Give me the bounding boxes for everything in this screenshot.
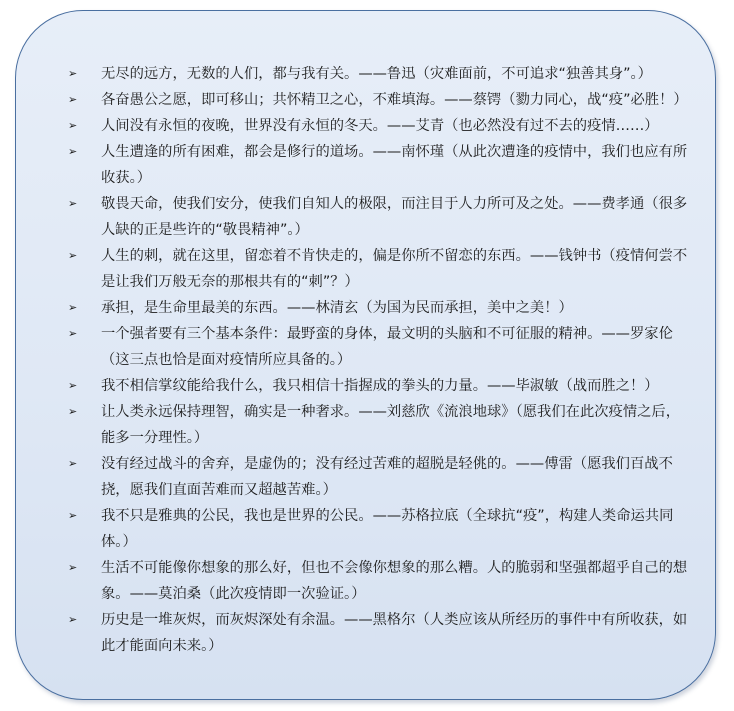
list-item <box>68 139 688 191</box>
quote-text: 我不相信掌纹能给我什么，我只相信十指握成的拳头的力量。——毕淑敏（战而胜之！） <box>101 378 659 394</box>
arrow-bullet-icon: ➢ <box>68 93 78 106</box>
arrow-bullet-icon: ➢ <box>68 145 78 158</box>
arrow-bullet-icon: ➢ <box>68 405 78 418</box>
quote-text: 没有经过战斗的舍弃，是虚伪的；没有经过苦难的超脱是轻佻的。——傅雷（愿我们百战不挠，愿我们直面苦难而又超越苦难。） <box>101 456 673 498</box>
arrow-bullet-icon: ➢ <box>68 119 78 132</box>
arrow-bullet-icon: ➢ <box>68 379 78 392</box>
list-item <box>68 295 688 321</box>
list-item <box>68 191 688 243</box>
list-item <box>68 503 688 555</box>
list-item <box>68 555 688 607</box>
quote-text: 人间没有永恒的夜晚，世界没有永恒的冬天。——艾青（也必然没有过不去的疫情……） <box>101 118 659 134</box>
quote-text: 一个强者要有三个基本条件：最野蛮的身体，最文明的头脑和不可征服的精神。——罗家伦（这三点也恰是面对疫情所应具备的。） <box>101 326 673 368</box>
arrow-bullet-icon: ➢ <box>68 249 78 262</box>
list-item <box>68 87 688 113</box>
list-item <box>68 243 688 295</box>
quote-text: 各奋愚公之愿，即可移山；共怀精卫之心，不难填海。——蔡锷（勠力同心，战“疫”必胜！） <box>101 92 688 108</box>
list-item <box>68 607 688 659</box>
quote-text: 人生遭逢的所有困难，都会是修行的道场。——南怀瑾（从此次遭逢的疫情中，我们也应有所收获。） <box>101 144 688 186</box>
arrow-bullet-icon: ➢ <box>68 197 78 210</box>
quote-text: 敬畏天命，使我们安分，使我们自知人的极限，而注目于人力所可及之处。——费孝通（很多人缺的正是些许的“敬畏精神”。） <box>101 196 688 238</box>
quote-text: 生活不可能像你想象的那么好，但也不会像你想象的那么糟。人的脆弱和坚强都超乎自己的想象。——莫泊桑（此次疫情即一次验证。） <box>101 560 688 602</box>
quote-text: 无尽的远方，无数的人们，都与我有关。——鲁迅（灾难面前，不可追求“独善其身”。） <box>101 66 652 82</box>
list-item <box>68 373 688 399</box>
arrow-bullet-icon: ➢ <box>68 613 78 626</box>
list-item <box>68 61 688 87</box>
arrow-bullet-icon: ➢ <box>68 327 78 340</box>
quote-text: 历史是一堆灰烬，而灰烬深处有余温。——黑格尔（人类应该从所经历的事件中有所收获，如此才能面向未来。） <box>101 612 688 654</box>
quote-list <box>68 61 688 659</box>
arrow-bullet-icon: ➢ <box>68 67 78 80</box>
arrow-bullet-icon: ➢ <box>68 301 78 314</box>
quote-text: 我不只是雅典的公民，我也是世界的公民。——苏格拉底（全球抗“疫”，构建人类命运共同体。） <box>101 508 674 550</box>
arrow-bullet-icon: ➢ <box>68 457 78 470</box>
list-item <box>68 399 688 451</box>
list-item <box>68 321 688 373</box>
quote-text: 让人类永远保持理智，确实是一种奢求。——刘慈欣《流浪地球》（愿我们在此次疫情之后，能多一分理性。） <box>101 404 681 446</box>
quote-card <box>15 10 716 700</box>
quote-text: 人生的刺，就在这里，留恋着不肯快走的，偏是你所不留恋的东西。——钱钟书（疫情何尝不是让我们万般无奈的那根共有的“刺”？） <box>101 248 688 290</box>
list-item <box>68 451 688 503</box>
arrow-bullet-icon: ➢ <box>68 509 78 522</box>
quote-text: 承担，是生命里最美的东西。——林清玄（为国为民而承担，美中之美！） <box>101 300 573 316</box>
list-item <box>68 113 688 139</box>
arrow-bullet-icon: ➢ <box>68 561 78 574</box>
